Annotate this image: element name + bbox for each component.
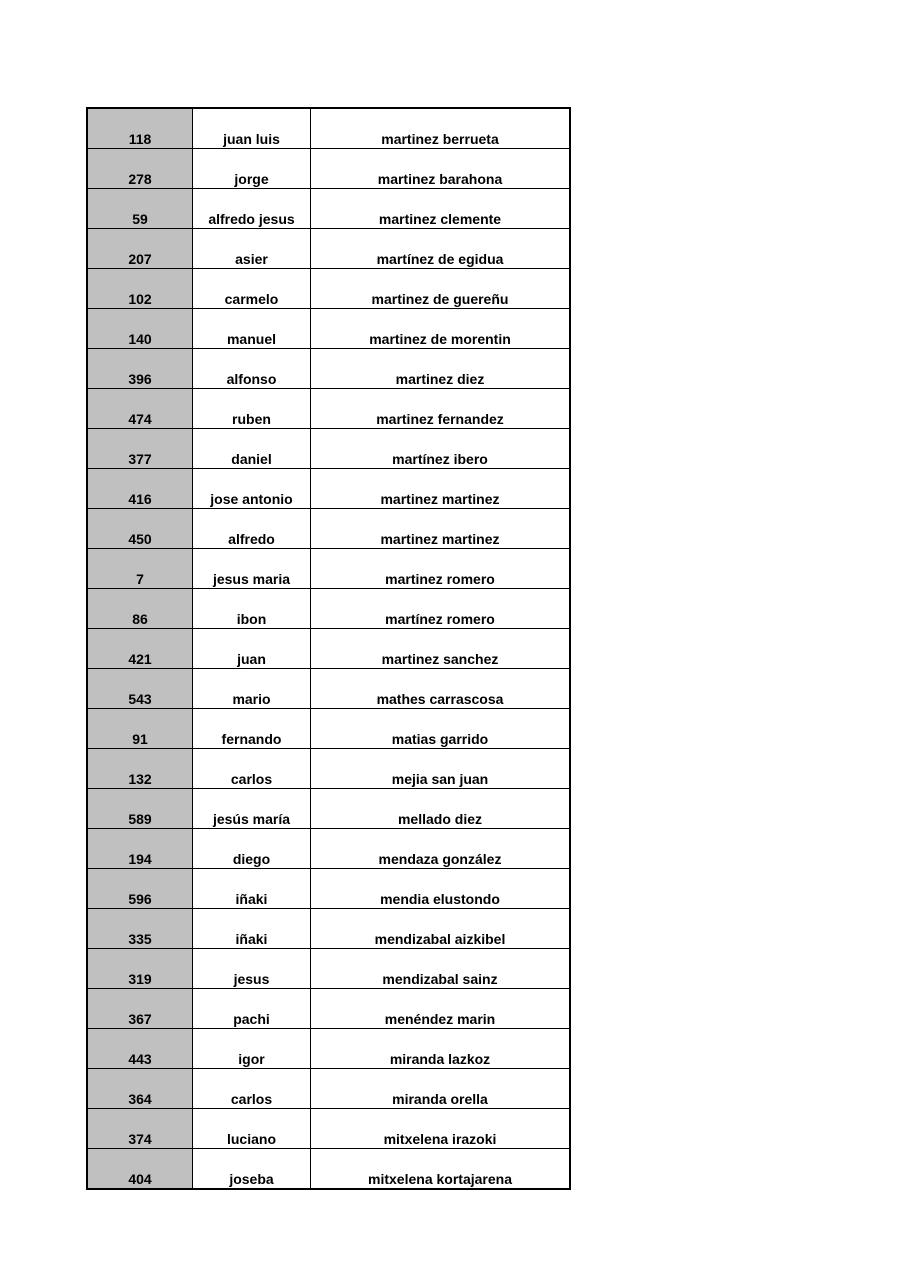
id-cell: 140 bbox=[87, 309, 193, 349]
table-row bbox=[87, 509, 570, 549]
id-cell: 335 bbox=[87, 909, 193, 949]
last-name-cell: mendizabal aizkibel bbox=[311, 909, 571, 949]
table-row bbox=[87, 269, 570, 309]
id-cell: 396 bbox=[87, 349, 193, 389]
last-name-cell: martinez martinez bbox=[311, 509, 571, 549]
first-name-cell: juan bbox=[193, 629, 311, 669]
first-name-cell: igor bbox=[193, 1029, 311, 1069]
first-name-cell: daniel bbox=[193, 429, 311, 469]
id-cell: 543 bbox=[87, 669, 193, 709]
last-name-cell: martínez romero bbox=[311, 589, 571, 629]
id-cell: 377 bbox=[87, 429, 193, 469]
last-name-cell: mendizabal sainz bbox=[311, 949, 571, 989]
id-cell: 86 bbox=[87, 589, 193, 629]
first-name-cell: iñaki bbox=[193, 869, 311, 909]
first-name-cell: alfredo jesus bbox=[193, 189, 311, 229]
last-name-cell: martinez diez bbox=[311, 349, 571, 389]
first-name-cell: diego bbox=[193, 829, 311, 869]
first-name-cell: jesús maría bbox=[193, 789, 311, 829]
id-cell: 374 bbox=[87, 1109, 193, 1149]
table-row bbox=[87, 1029, 570, 1069]
last-name-cell: martinez de guereñu bbox=[311, 269, 571, 309]
id-cell: 59 bbox=[87, 189, 193, 229]
last-name-cell: martinez sanchez bbox=[311, 629, 571, 669]
id-cell: 207 bbox=[87, 229, 193, 269]
table-row bbox=[87, 108, 570, 149]
table-row bbox=[87, 869, 570, 909]
first-name-cell: joseba bbox=[193, 1149, 311, 1190]
last-name-cell: mellado diez bbox=[311, 789, 571, 829]
last-name-cell: martinez clemente bbox=[311, 189, 571, 229]
first-name-cell: jose antonio bbox=[193, 469, 311, 509]
id-cell: 194 bbox=[87, 829, 193, 869]
first-name-cell: luciano bbox=[193, 1109, 311, 1149]
id-cell: 450 bbox=[87, 509, 193, 549]
id-cell: 102 bbox=[87, 269, 193, 309]
table-row bbox=[87, 229, 570, 269]
table-row bbox=[87, 789, 570, 829]
first-name-cell: alfonso bbox=[193, 349, 311, 389]
table-row bbox=[87, 589, 570, 629]
first-name-cell: iñaki bbox=[193, 909, 311, 949]
last-name-cell: martinez martinez bbox=[311, 469, 571, 509]
first-name-cell: alfredo bbox=[193, 509, 311, 549]
id-cell: 589 bbox=[87, 789, 193, 829]
last-name-cell: martinez berrueta bbox=[311, 108, 571, 149]
roster-table bbox=[86, 107, 571, 1190]
last-name-cell: mendaza gonzález bbox=[311, 829, 571, 869]
table-row bbox=[87, 669, 570, 709]
id-cell: 132 bbox=[87, 749, 193, 789]
first-name-cell: carlos bbox=[193, 749, 311, 789]
table-row bbox=[87, 429, 570, 469]
roster-table-body bbox=[87, 108, 570, 1189]
id-cell: 596 bbox=[87, 869, 193, 909]
first-name-cell: mario bbox=[193, 669, 311, 709]
table-row bbox=[87, 909, 570, 949]
first-name-cell: carmelo bbox=[193, 269, 311, 309]
table-row bbox=[87, 1109, 570, 1149]
first-name-cell: pachi bbox=[193, 989, 311, 1029]
id-cell: 474 bbox=[87, 389, 193, 429]
first-name-cell: ruben bbox=[193, 389, 311, 429]
id-cell: 421 bbox=[87, 629, 193, 669]
last-name-cell: matias garrido bbox=[311, 709, 571, 749]
first-name-cell: asier bbox=[193, 229, 311, 269]
last-name-cell: martinez romero bbox=[311, 549, 571, 589]
table-row bbox=[87, 829, 570, 869]
table-row bbox=[87, 709, 570, 749]
last-name-cell: martinez fernandez bbox=[311, 389, 571, 429]
table-row bbox=[87, 309, 570, 349]
id-cell: 278 bbox=[87, 149, 193, 189]
first-name-cell: jorge bbox=[193, 149, 311, 189]
id-cell: 364 bbox=[87, 1069, 193, 1109]
id-cell: 416 bbox=[87, 469, 193, 509]
last-name-cell: mendia elustondo bbox=[311, 869, 571, 909]
table-row bbox=[87, 469, 570, 509]
table-row bbox=[87, 989, 570, 1029]
id-cell: 443 bbox=[87, 1029, 193, 1069]
last-name-cell: mejia san juan bbox=[311, 749, 571, 789]
table-row bbox=[87, 629, 570, 669]
table-row bbox=[87, 1149, 570, 1190]
table-row bbox=[87, 189, 570, 229]
first-name-cell: jesus maria bbox=[193, 549, 311, 589]
table-row bbox=[87, 1069, 570, 1109]
last-name-cell: martinez barahona bbox=[311, 149, 571, 189]
id-cell: 319 bbox=[87, 949, 193, 989]
first-name-cell: ibon bbox=[193, 589, 311, 629]
last-name-cell: mitxelena kortajarena bbox=[311, 1149, 571, 1190]
last-name-cell: martinez de morentin bbox=[311, 309, 571, 349]
last-name-cell: mitxelena irazoki bbox=[311, 1109, 571, 1149]
first-name-cell: juan luis bbox=[193, 108, 311, 149]
table-row bbox=[87, 389, 570, 429]
last-name-cell: martínez de egidua bbox=[311, 229, 571, 269]
last-name-cell: martínez ibero bbox=[311, 429, 571, 469]
first-name-cell: carlos bbox=[193, 1069, 311, 1109]
first-name-cell: manuel bbox=[193, 309, 311, 349]
table-row bbox=[87, 149, 570, 189]
id-cell: 118 bbox=[87, 108, 193, 149]
table-row bbox=[87, 349, 570, 389]
id-cell: 91 bbox=[87, 709, 193, 749]
id-cell: 367 bbox=[87, 989, 193, 1029]
last-name-cell: menéndez marin bbox=[311, 989, 571, 1029]
last-name-cell: mathes carrascosa bbox=[311, 669, 571, 709]
table-row bbox=[87, 549, 570, 589]
last-name-cell: miranda orella bbox=[311, 1069, 571, 1109]
last-name-cell: miranda lazkoz bbox=[311, 1029, 571, 1069]
id-cell: 404 bbox=[87, 1149, 193, 1190]
table-row bbox=[87, 949, 570, 989]
first-name-cell: fernando bbox=[193, 709, 311, 749]
id-cell: 7 bbox=[87, 549, 193, 589]
table-row bbox=[87, 749, 570, 789]
first-name-cell: jesus bbox=[193, 949, 311, 989]
